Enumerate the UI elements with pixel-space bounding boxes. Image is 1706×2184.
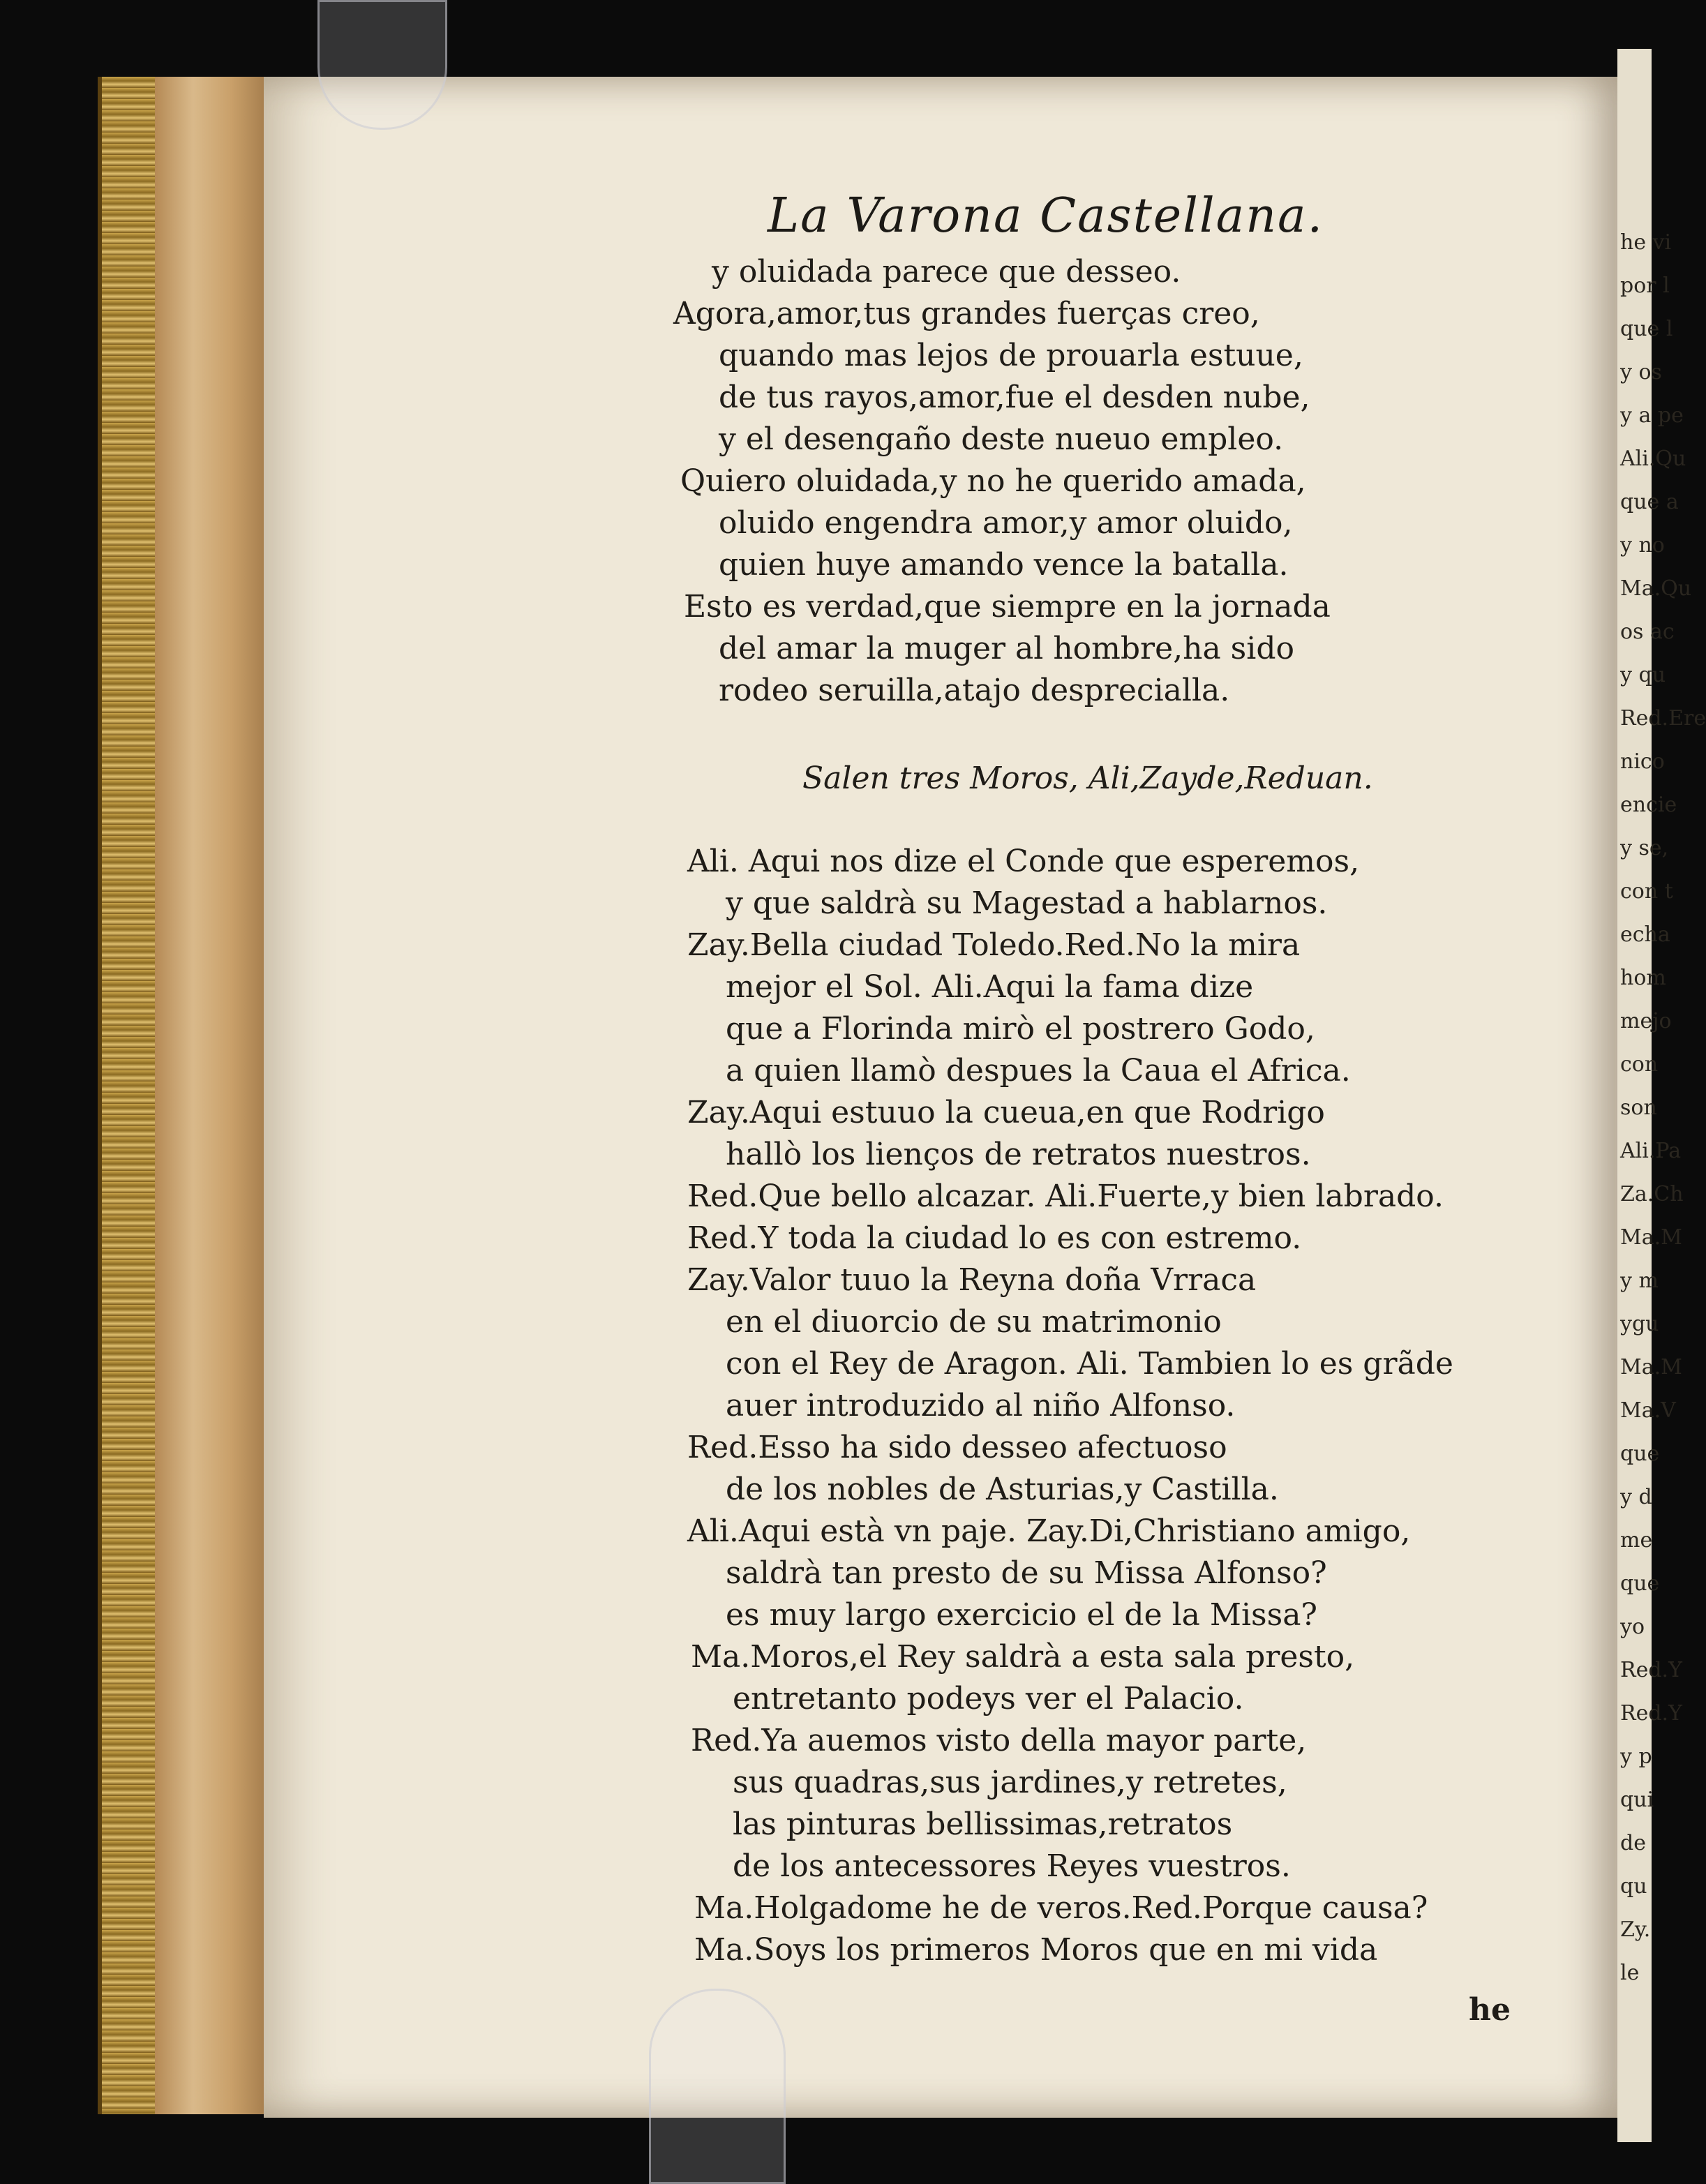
facing-page-fragment: son — [1620, 1095, 1657, 1120]
facing-page-fragment: Ma.M — [1620, 1355, 1682, 1379]
verse-line: Agora,amor,tus grandes fuerças creo, — [673, 296, 1260, 331]
dialogue-line: las pinturas bellissimas,retratos — [733, 1807, 1233, 1842]
verse-line: y oluidada parece que desseo. — [712, 254, 1181, 290]
facing-page-fragment: Ali.Pa — [1620, 1139, 1682, 1163]
verse-line: de tus rayos,amor,fue el desden nube, — [719, 380, 1310, 415]
dialogue-line: en el diuorcio de su matrimonio — [726, 1304, 1222, 1340]
dialogue-line: Ma.Holgadome he de veros.Red.Porque causa? — [694, 1890, 1428, 1926]
facing-page-fragment: nico — [1620, 749, 1665, 774]
facing-page-fragment: Zy. — [1620, 1917, 1651, 1942]
facing-page-fragment: le — [1620, 1961, 1640, 1985]
facing-page-fragment: de — [1620, 1831, 1646, 1855]
dialogue-line: Ali. Aqui nos dize el Conde que esperemos, — [687, 844, 1360, 879]
dialogue-line: hallò los lienços de retratos nuestros. — [726, 1137, 1311, 1172]
facing-page-fragment: y m — [1620, 1269, 1659, 1293]
facing-page-fragment: qui — [1620, 1788, 1654, 1812]
facing-page-fragment: y se, — [1620, 836, 1669, 860]
verse-line: Quiero oluidada,y no he querido amada, — [680, 463, 1306, 499]
dialogue-line: Ma.Moros,el Rey saldrà a esta sala presto, — [691, 1639, 1355, 1675]
page-block-edge — [155, 77, 264, 2114]
facing-page-fragment: y no — [1620, 533, 1665, 558]
facing-page-fragment: hom — [1620, 966, 1666, 990]
verse-line: quien huye amando vence la batalla. — [719, 547, 1289, 583]
stage-direction: Salen tres Moros, Ali,Zayde,Reduan. — [802, 761, 1373, 796]
dialogue-line: Ma.Soys los primeros Moros que en mi vida — [694, 1932, 1378, 1968]
facing-page-fragment: he vi — [1620, 230, 1672, 255]
facing-page-fragment: y d — [1620, 1485, 1652, 1509]
facing-page-fragment: que — [1620, 1571, 1660, 1596]
facing-page-fragment: Ma.V — [1620, 1398, 1676, 1423]
dialogue-line: Zay.Bella ciudad Toledo.Red.No la mira — [687, 927, 1301, 963]
verse-line: rodeo seruilla,atajo desprecialla. — [719, 673, 1230, 708]
facing-page-fragment: que — [1620, 1442, 1660, 1466]
verse-line: oluido engendra amor,y amor oluido, — [719, 505, 1293, 541]
facing-page-fragment: yo — [1620, 1615, 1645, 1639]
dialogue-line: auer introduzido al niño Alfonso. — [726, 1388, 1236, 1423]
facing-page-fragment: os ac — [1620, 620, 1675, 644]
dialogue-line: Red.Que bello alcazar. Ali.Fuerte,y bien labrado. — [687, 1179, 1444, 1214]
verse-line: del amar la muger al hombre,ha sido — [719, 631, 1294, 666]
facing-page-fragment: Ma.M — [1620, 1225, 1682, 1250]
verse-line: Esto es verdad,que siempre en la jornada — [684, 589, 1331, 624]
dialogue-line: mejor el Sol. Ali.Aqui la fama dize — [726, 969, 1254, 1005]
facing-page-fragment: Ma.Qu — [1620, 576, 1692, 601]
facing-page-fragment: con t — [1620, 879, 1673, 904]
facing-page-fragment: y p — [1620, 1744, 1652, 1769]
facing-page-fragment: y qu — [1620, 663, 1666, 687]
verse-line: y el desengaño deste nueuo empleo. — [719, 421, 1284, 457]
verse-line: quando mas lejos de prouarla estuue, — [719, 338, 1303, 373]
dialogue-line: entretanto podeys ver el Palacio. — [733, 1681, 1244, 1716]
dialogue-line: saldrà tan presto de su Missa Alfonso? — [726, 1555, 1327, 1591]
facing-page-fragment: Za.Ch — [1620, 1182, 1684, 1206]
dialogue-line: de los nobles de Asturias,y Castilla. — [726, 1472, 1279, 1507]
dialogue-line: Red.Ya auemos visto della mayor parte, — [691, 1723, 1307, 1758]
dialogue-line: Red.Y toda la ciudad lo es con estremo. — [687, 1220, 1302, 1256]
facing-page-fragment: con — [1620, 1052, 1659, 1077]
dialogue-line: es muy largo exercicio el de la Missa? — [726, 1597, 1318, 1633]
facing-page-fragment: que l — [1620, 317, 1673, 341]
gilt-page-edges — [98, 77, 159, 2114]
facing-page-fragment: echa — [1620, 922, 1670, 947]
catchword: he — [1469, 1992, 1511, 2028]
dialogue-line: con el Rey de Aragon. Ali. Tambien lo es grãde — [726, 1346, 1453, 1382]
dialogue-line: Ali.Aqui està vn paje. Zay.Di,Christiano amigo, — [687, 1513, 1411, 1549]
dialogue-line: sus quadras,sus jardines,y retretes, — [733, 1765, 1287, 1800]
facing-page-fragment: por l — [1620, 274, 1670, 298]
running-title: La Varona Castellana. — [768, 188, 1324, 244]
facing-page-fragment: que a — [1620, 490, 1679, 514]
facing-page-fragment: Red.Ere — [1620, 706, 1706, 731]
page-clip-top — [317, 0, 447, 130]
dialogue-line: Red.Esso ha sido desseo afectuoso — [687, 1430, 1227, 1465]
facing-page-fragment: Red.Y — [1620, 1658, 1682, 1682]
facing-page-fragment: me — [1620, 1528, 1653, 1553]
facing-page-fragment: Ali.Qu — [1620, 447, 1686, 471]
facing-page-fragment: mejo — [1620, 1009, 1672, 1033]
facing-page-fragment: Red.Y — [1620, 1701, 1682, 1726]
facing-page-fragment: encie — [1620, 793, 1677, 817]
facing-page-fragment: ygu — [1620, 1312, 1659, 1336]
dialogue-line: a quien llamò despues la Caua el Africa. — [726, 1053, 1351, 1089]
facing-page-fragment: qu — [1620, 1874, 1647, 1899]
dialogue-line: Zay.Aqui estuuo la cueua,en que Rodrigo — [687, 1095, 1325, 1130]
facing-page-fragment: y a pe — [1620, 403, 1684, 428]
facing-page-fragment: y os — [1620, 360, 1662, 384]
dialogue-line: Zay.Valor tuuo la Reyna doña Vrraca — [687, 1262, 1257, 1298]
dialogue-line: y que saldrà su Magestad a hablarnos. — [726, 885, 1328, 921]
dialogue-line: de los antecessores Reyes vuestros. — [733, 1848, 1291, 1884]
dialogue-line: que a Florinda mirò el postrero Godo, — [726, 1011, 1315, 1047]
page-clip-bottom — [649, 1989, 786, 2184]
